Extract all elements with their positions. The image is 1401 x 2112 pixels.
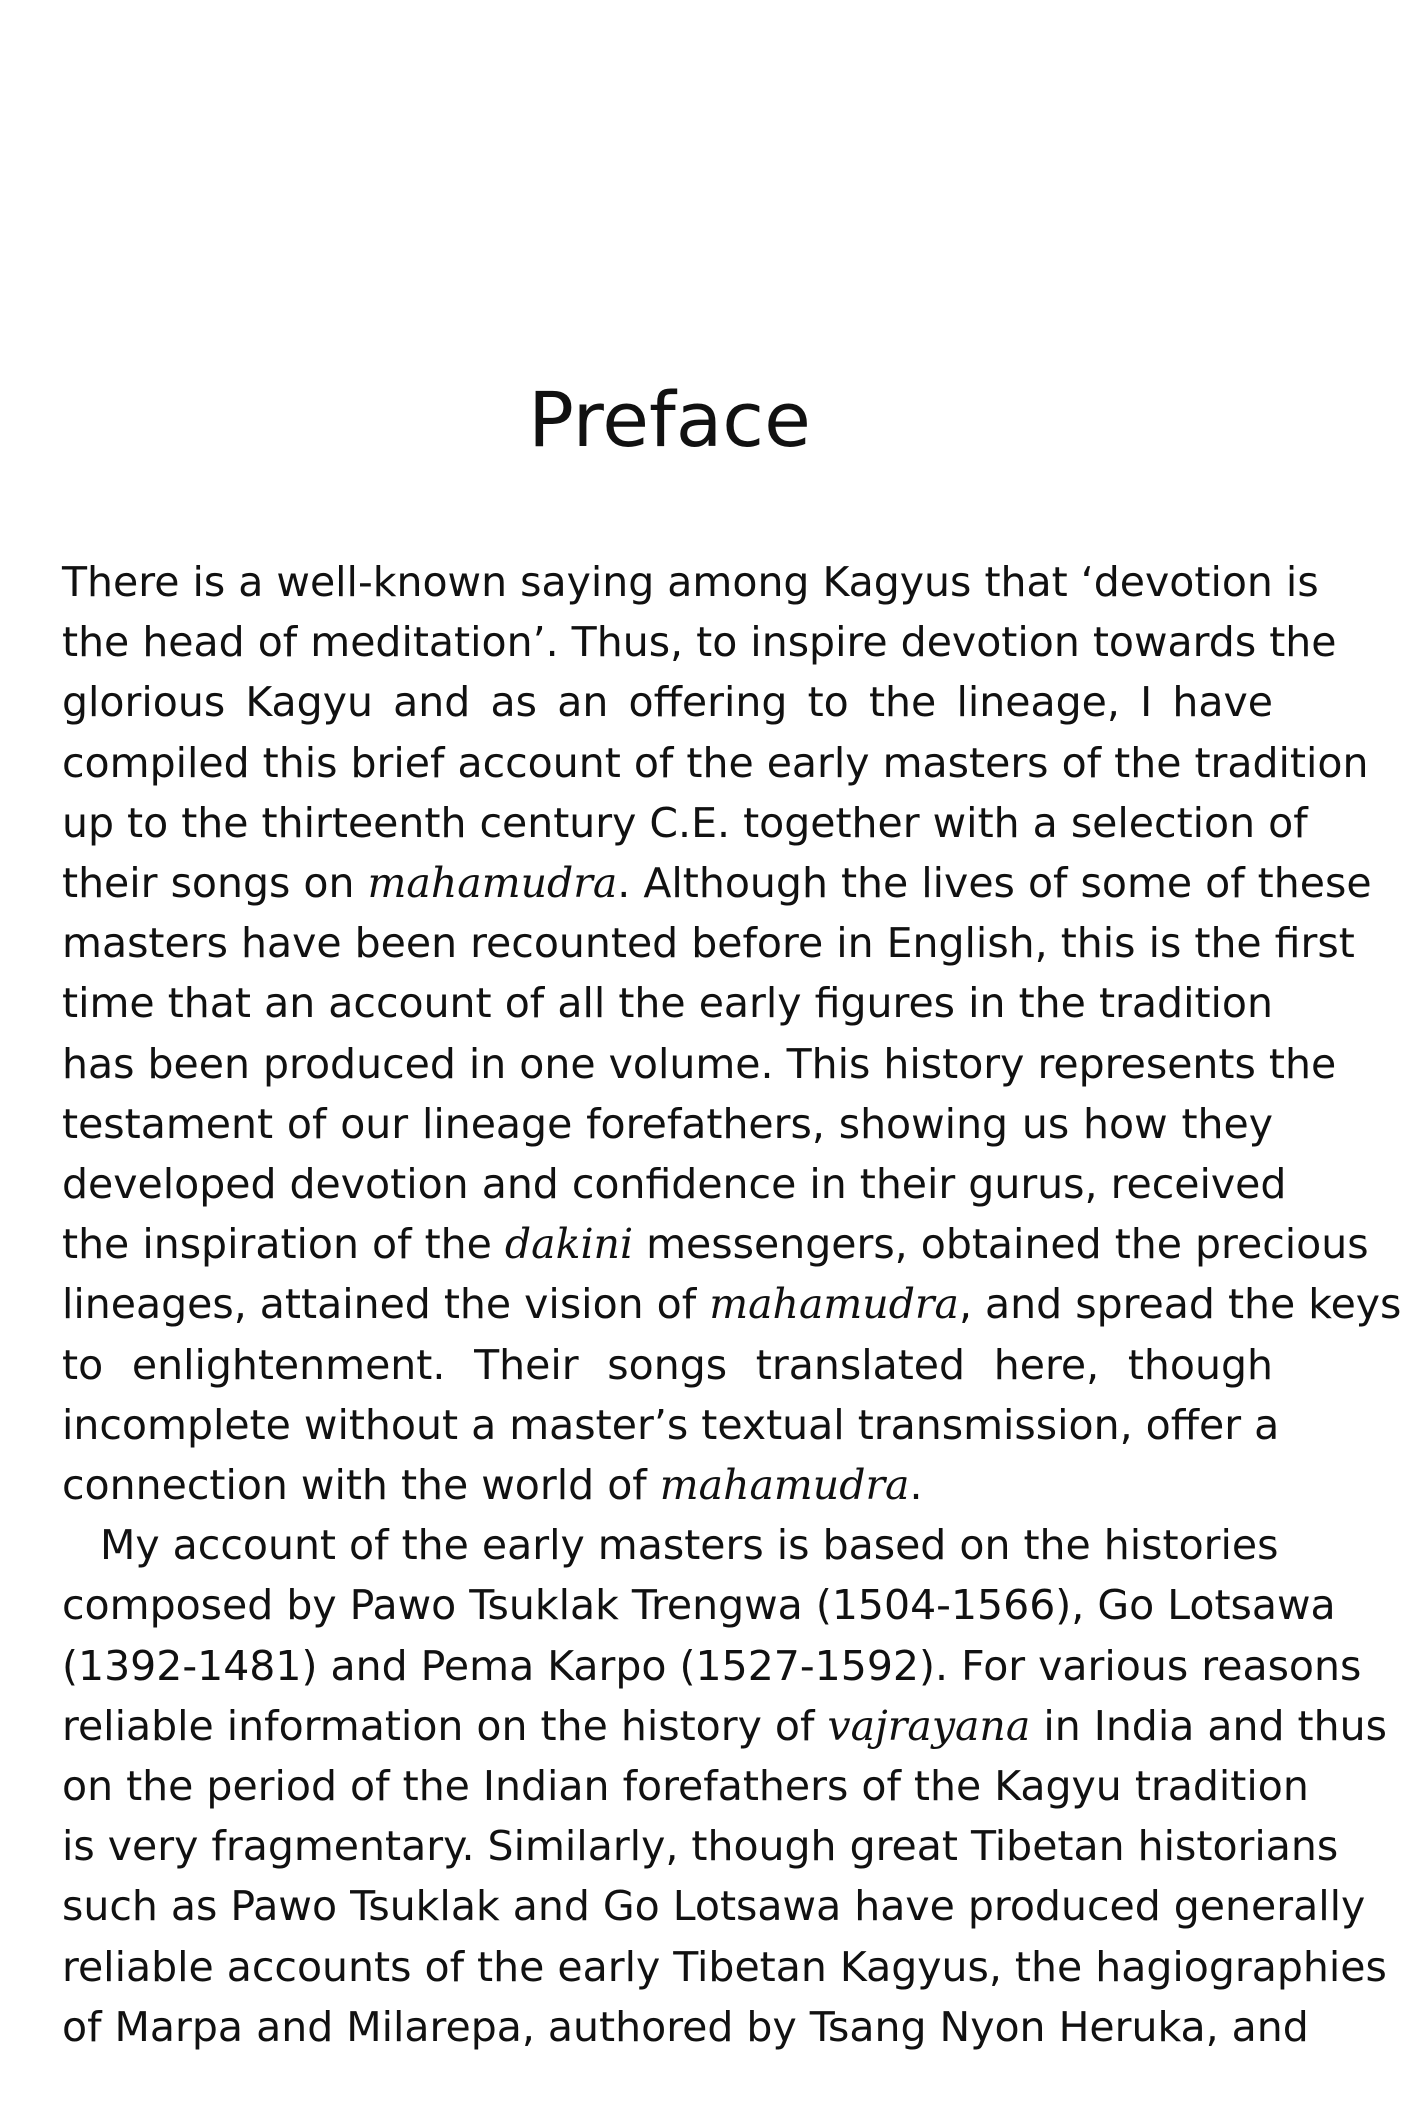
text-line bbox=[62, 1876, 1366, 1936]
text-run: their songs on bbox=[62, 859, 368, 908]
text-run: My account of the early masters is based on the histories bbox=[100, 1521, 1279, 1570]
text-line bbox=[62, 1094, 1273, 1154]
text-line bbox=[62, 1997, 1309, 2057]
text-run: masters have been recounted before in English, this is the first bbox=[62, 919, 1355, 968]
text-line bbox=[62, 1575, 1336, 1635]
text-line bbox=[62, 1636, 1362, 1696]
text-run: (1392-1481) and Pema Karpo (1527-1592). For various reasons bbox=[62, 1641, 1362, 1690]
text-run: reliable information on the history of bbox=[62, 1701, 828, 1750]
paragraph bbox=[62, 1515, 1387, 2057]
text-run: glorious Kagyu and as an offering to the lineage, I have bbox=[62, 678, 1273, 727]
text-run: composed by Pawo Tsuklak Trengwa (1504-1566), Go Lotsawa bbox=[62, 1581, 1336, 1630]
italic-term: mahamudra bbox=[659, 1461, 910, 1510]
text-line bbox=[62, 973, 1273, 1033]
text-run: testament of our lineage forefathers, showing us how they bbox=[62, 1099, 1273, 1148]
text-run: compiled this brief account of the early masters of the tradition bbox=[62, 738, 1369, 787]
text-line bbox=[62, 1455, 1273, 1515]
text-run: reliable accounts of the early Tibetan Kagyus, the hagiographies bbox=[62, 1942, 1387, 1991]
page-title: Preface bbox=[528, 375, 811, 464]
text-line bbox=[62, 853, 1372, 913]
text-run: the head of meditation’. Thus, to inspire devotion towards the bbox=[62, 618, 1337, 667]
text-run: , and spread the keys bbox=[958, 1280, 1401, 1329]
text-line bbox=[62, 1756, 1309, 1816]
text-run: in India and thus bbox=[1030, 1701, 1387, 1750]
text-run: connection with the world of bbox=[62, 1461, 660, 1510]
text-line bbox=[62, 1696, 1387, 1756]
text-line bbox=[62, 1515, 1279, 1575]
text-run: . Although the lives of some of these bbox=[617, 859, 1372, 908]
text-run: of Marpa and Milarepa, authored by Tsang Nyon Heruka, and bbox=[62, 2002, 1309, 2051]
text-run: has been produced in one volume. This history represents the bbox=[62, 1039, 1337, 1088]
paragraph bbox=[62, 552, 1401, 1515]
text-run: lineages, attained the vision of bbox=[62, 1280, 710, 1329]
text-run: messengers, obtained the precious bbox=[633, 1220, 1369, 1269]
text-run: the inspiration of the bbox=[62, 1220, 505, 1269]
text-line bbox=[62, 793, 1308, 853]
text-line bbox=[62, 1034, 1337, 1094]
text-line bbox=[62, 1937, 1387, 1997]
text-line bbox=[62, 733, 1369, 793]
text-run: developed devotion and confidence in their gurus, received bbox=[62, 1160, 1287, 1209]
text-run: incomplete without a master’s textual transmission, offer a bbox=[62, 1400, 1280, 1449]
text-line bbox=[62, 1395, 1280, 1455]
text-line bbox=[62, 1154, 1287, 1214]
preface-body bbox=[62, 552, 1401, 2057]
text-line bbox=[62, 672, 1273, 732]
italic-term: vajrayana bbox=[827, 1701, 1031, 1750]
italic-term: mahamudra bbox=[709, 1280, 959, 1329]
text-run: on the period of the Indian forefathers of the Kagyu tradition bbox=[62, 1762, 1309, 1811]
text-line bbox=[62, 1214, 1369, 1274]
text-line bbox=[62, 612, 1337, 672]
text-run: such as Pawo Tsuklak and Go Lotsawa have produced generally bbox=[62, 1882, 1366, 1931]
text-line bbox=[62, 1335, 1273, 1395]
text-run: to enlightenment. Their songs translated here, though bbox=[62, 1340, 1273, 1389]
italic-term: dakini bbox=[504, 1220, 634, 1269]
text-run: up to the thirteenth century C.E. together with a selection of bbox=[62, 798, 1308, 847]
text-line bbox=[62, 913, 1355, 973]
text-run: There is a well-known saying among Kagyus that ‘devotion is bbox=[62, 558, 1319, 606]
italic-term: mahamudra bbox=[367, 859, 618, 908]
text-run: time that an account of all the early figures in the tradition bbox=[62, 979, 1273, 1028]
text-line bbox=[62, 1274, 1401, 1334]
text-line bbox=[62, 1816, 1339, 1876]
text-run: . bbox=[909, 1461, 923, 1510]
text-line bbox=[62, 552, 1319, 612]
text-run: is very fragmentary. Similarly, though great Tibetan historians bbox=[62, 1822, 1339, 1871]
